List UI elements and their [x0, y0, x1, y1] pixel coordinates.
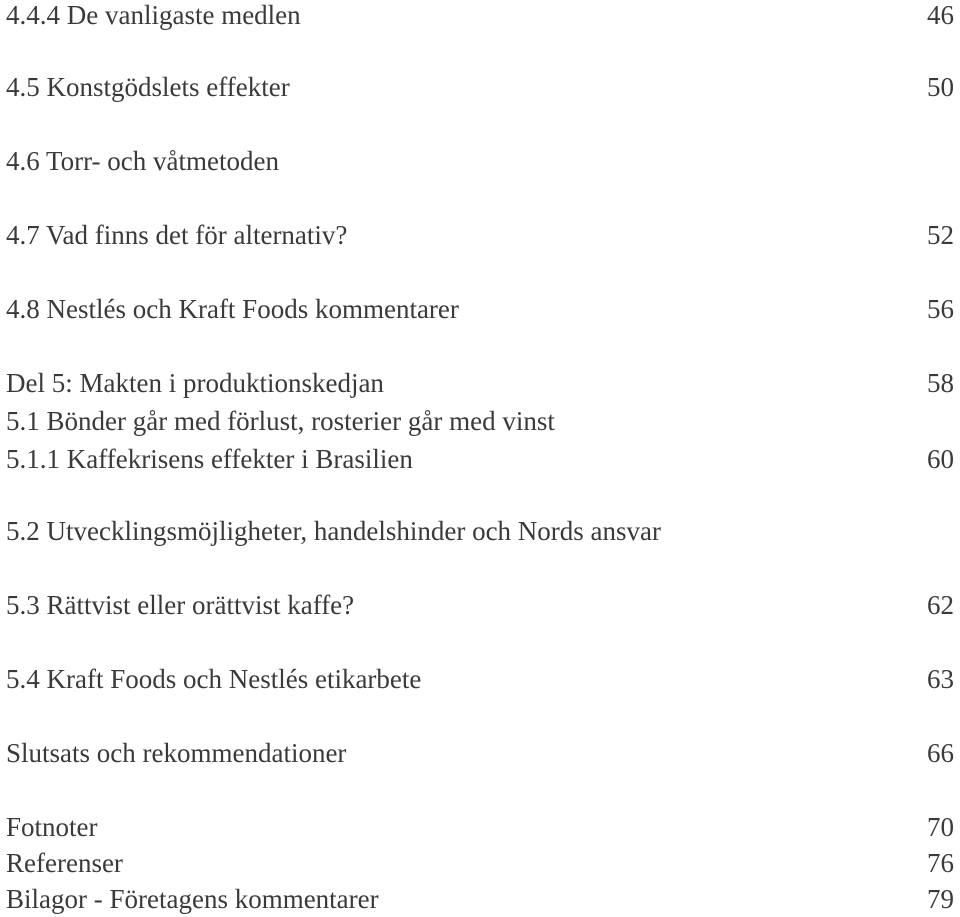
toc-entry-title: Del 5: Makten i produktionskedjan — [6, 368, 384, 398]
toc-entry-title: 4.8 Nestlés och Kraft Foods kommentarer — [6, 294, 459, 324]
toc-entry — [6, 814, 954, 841]
toc-entry-page: 46 — [927, 0, 954, 30]
toc-entry-title: Referenser — [6, 848, 123, 878]
toc-entry-title: 4.6 Torr- och våtmetoden — [6, 146, 279, 176]
toc-entry — [6, 518, 954, 545]
toc-entry-page: 58 — [927, 368, 954, 398]
toc-entry-title: 4.7 Vad finns det för alternativ? — [6, 220, 348, 250]
toc-entry — [6, 592, 954, 619]
toc-entry-page: 76 — [927, 848, 954, 878]
toc-entry — [6, 2, 954, 29]
toc-entry — [6, 370, 954, 397]
toc-entry — [6, 850, 954, 877]
toc-entry-page: 50 — [927, 72, 954, 102]
toc-entry-title: Bilagor - Företagens kommentarer — [6, 884, 379, 914]
toc-entry-title: 4.5 Konstgödslets effekter — [6, 72, 290, 102]
toc-entry-page: 63 — [927, 664, 954, 694]
toc-entry-title: 5.4 Kraft Foods och Nestlés etikarbete — [6, 664, 422, 694]
toc-entry — [6, 886, 954, 913]
toc-entry-page: 79 — [927, 884, 954, 914]
toc-entry — [6, 408, 954, 435]
toc-entry — [6, 740, 954, 767]
toc-entry — [6, 222, 954, 249]
toc-entry-title: 5.3 Rättvist eller orättvist kaffe? — [6, 590, 355, 620]
toc-entry-page: 56 — [927, 294, 954, 324]
toc-entry — [6, 446, 954, 473]
toc-entry — [6, 148, 954, 175]
toc-entry — [6, 666, 954, 693]
toc-entry-page: 70 — [927, 812, 954, 842]
toc-entry-title: 5.1 Bönder går med förlust, rosterier går med vinst — [6, 406, 555, 436]
toc-entry-title: Fotnoter — [6, 812, 98, 842]
toc-entry-page: 52 — [927, 220, 954, 250]
toc-entry-title: 5.1.1 Kaffekrisens effekter i Brasilien — [6, 444, 413, 474]
toc-entry-page: 66 — [927, 738, 954, 768]
toc-entry-page: 60 — [927, 444, 954, 474]
toc-entry-page: 62 — [927, 590, 954, 620]
toc-entry-title: 5.2 Utvecklingsmöjligheter, handelshinder och Nords ansvar — [6, 516, 662, 546]
toc-entry-title: 4.4.4 De vanligaste medlen — [6, 0, 301, 30]
toc-entry — [6, 296, 954, 323]
toc-entry-title: Slutsats och rekommendationer — [6, 738, 347, 768]
toc-entry — [6, 74, 954, 101]
